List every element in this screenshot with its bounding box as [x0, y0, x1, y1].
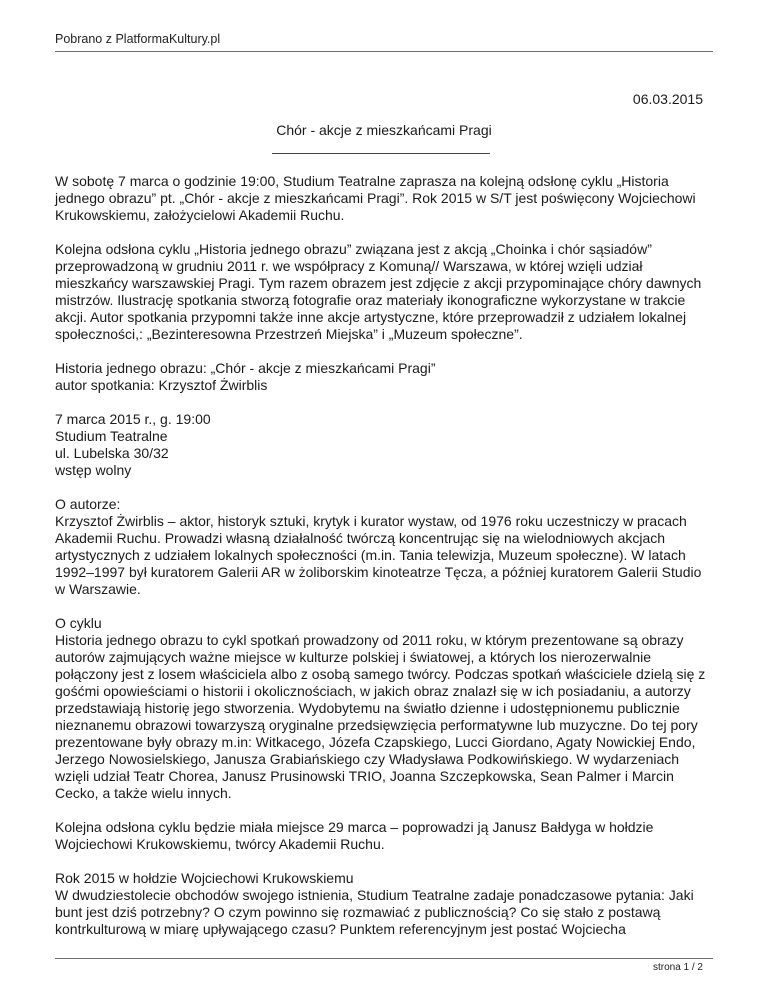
author-section	[55, 496, 715, 598]
footer-divider	[55, 958, 713, 959]
author-text: Krzysztof Żwirblis – aktor, historyk sztuki, krytyk i kurator wystaw, od 1976 roku uczestniczy w pracach Akademii Ruchu. Prowadzi własną działalność twórczą koncentrując się na wielodniowych akcjach artystycznych z udziałem lokalnych społeczności (m.in. Tania telewizja, Muzeum społeczne). W latach 1992–1997 był kuratorem Galerii AR w żoliborskim kinoteatrze Tęcza, a później kuratorem Galerii Studio w Warszawie.	[55, 513, 702, 597]
cycle-text: Historia jednego obrazu to cykl spotkań prowadzony od 2011 roku, w którym prezentowane są obrazy autorów zajmujących ważne miejsce w kulturze polskiej i światowej, a których los nierozerwalnie połączony jest z losem właściciela albo z osobą samego twórcy. Podczas spotkań właściciele dzielą się z gośćmi opowieściami o historii i okolicznościach, w jakich obraz znalazł się w ich posiadaniu, a autorzy przedstawiają historię jego stworzenia. Wydobytemu na światło dzienne i udostępnionemu publicznie nieznanemu obrazowi towarzyszą oryginalne przedsięwzięcia performatywne lub muzyczne. Do tej pory prezentowane były obrazy m.in: Witkacego, Józefa Czapskiego, Lucci Giordano, Agaty Nowickiej Endo, Jerzego Nowosielskiego, Janusza Grabiańskiego czy Władysława Podkowińskiego. W wydarzeniach wzięli udział Teatr Chorea, Janusz Prusinowski TRIO, Joanna Szczepkowska, Sean Palmer i Marcin Cecko, a także wielu innych.	[55, 632, 706, 801]
author-heading: O autorze:	[55, 496, 121, 512]
article-body	[55, 173, 715, 955]
title-underline	[272, 153, 490, 154]
event-datetime: 7 marca 2015 r., g. 19:00	[55, 411, 211, 427]
event-info	[55, 360, 715, 394]
tribute-text: W dwudziestoleciе obchodów swojego istnienia, Studium Teatralne zadaje ponadczasowe pytania: Jaki bunt jest dziś potrzebny? O czym powinno się rozmawiać z publicznością? Co się stało z postawą kontrkulturową w miarę upływającego czasu? Punktem referencyjnym jest postać Wojciecha	[55, 887, 694, 937]
event-info-author: autor spotkania: Krzysztof Żwirblis	[55, 377, 268, 393]
event-info-title: Historia jednego obrazu: „Chór - akcje z mieszkańcami Pragi”	[55, 360, 436, 376]
article-date: 06.03.2015	[632, 91, 703, 107]
page-number: strona 1 / 2	[652, 962, 703, 973]
cycle-heading: O cyklu	[55, 615, 102, 631]
event-admission: wstęp wolny	[55, 462, 132, 478]
header-divider	[55, 51, 713, 52]
source-label: Pobrano z PlatformaKultury.pl	[55, 32, 221, 46]
event-details	[55, 411, 715, 479]
tribute-heading: Rok 2015 w hołdzie Wojciechowi Krukowskiemu	[55, 870, 354, 886]
tribute-section	[55, 870, 715, 938]
paragraph-cycle-episode: Kolejna odsłona cyklu „Historia jednego obrazu” związana jest z akcją „Choinka i chór sąsiadów” przeprowadzoną w grudniu 2011 r. we współpracy z Komuną// Warszawa, w której wzięli udział mieszkańcy warszawskiej Pragi. Tym razem obrazem jest zdjęcie z akcji przypominające chóry dawnych mistrzów. Ilustrację spotkania stworzą fotografie oraz materiały ikonograficzne wykorzystane w trakcie akcji. Autor spotkania przypomni także inne akcje artystyczne, które przeprowadził z udziałem lokalnej społeczności,: „Bezinteresowna Przestrzeń Miejska” i „Muzeum społeczne”.	[55, 241, 702, 342]
event-address: ul. Lubelska 30/32	[55, 445, 169, 461]
event-venue: Studium Teatralne	[55, 428, 168, 444]
cycle-section	[55, 615, 715, 802]
paragraph-next-event: Kolejna odsłona cyklu będzie miała miejsce 29 marca – poprowadzi ją Janusz Bałdyga w hołdzie Wojciechowi Krukowskiemu, twórcy Akademii Ruchu.	[55, 819, 654, 852]
paragraph-intro: W sobotę 7 marca o godzinie 19:00, Studium Teatralne zaprasza na kolejną odsłonę cyklu „Historia jednego obrazu” pt. „Chór - akcje z mieszkańcami Pragi”. Rok 2015 w S/T jest poświęcony Wojciechowi Krukowskiemu, założycielowi Akademii Ruchu.	[55, 173, 696, 223]
article-title: Chór - akcje z mieszkańcami Pragi	[276, 122, 492, 138]
